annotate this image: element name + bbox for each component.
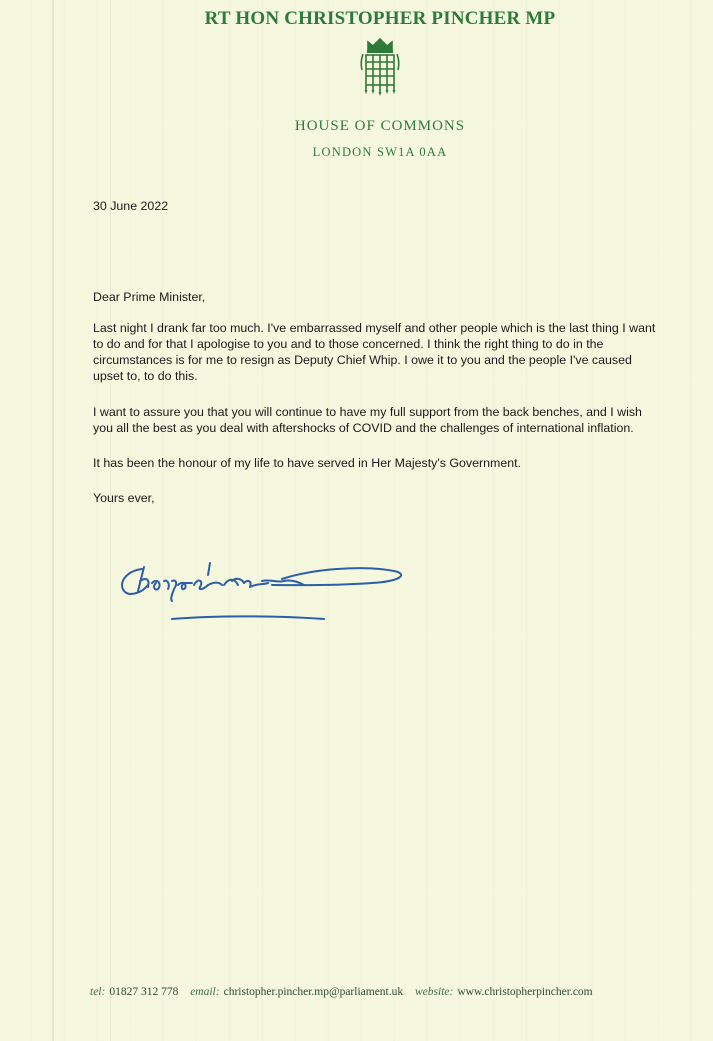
letterhead-name: RT HON CHRISTOPHER PINCHER MP	[204, 8, 556, 29]
footer-contact	[90, 986, 690, 998]
letter-closing: Yours ever,	[93, 491, 155, 505]
footer-tel: 01827 312 778	[109, 986, 179, 998]
letter-paragraph: I want to assure you that you will continue to have my full support from the back benches, and I wish you all the best as you deal with aftershocks of COVID and the challenges of international inflation.	[93, 405, 642, 435]
footer-tel-label: tel:	[90, 986, 106, 998]
footer-email-label: email:	[190, 986, 220, 998]
footer-email[interactable]: christopher.pincher.mp@parliament.uk	[223, 986, 404, 998]
portcullis-crest-icon	[357, 36, 403, 98]
footer-website[interactable]: www.christopherpincher.com	[457, 986, 593, 998]
letter-paragraph: Last night I drank far too much. I've embarrassed myself and other people which is the last thing I want to do and for that I apologise to you and to those concerned. I think the right thing to do in the circumstances is for me to resign as Deputy Chief Whip. I owe it to you and the people I've caused upset to, to do this.	[93, 321, 656, 383]
letter-date: 30 June 2022	[93, 199, 169, 213]
letter-paragraph: It has been the honour of my life to have served in Her Majesty's Government.	[93, 456, 521, 470]
signature-image	[112, 555, 412, 630]
letterhead-house: HOUSE OF COMMONS	[294, 118, 466, 134]
letter-salutation: Dear Prime Minister,	[93, 290, 206, 304]
letterhead-address: LONDON SW1A 0AA	[312, 145, 448, 159]
footer-website-label: website:	[415, 986, 454, 998]
